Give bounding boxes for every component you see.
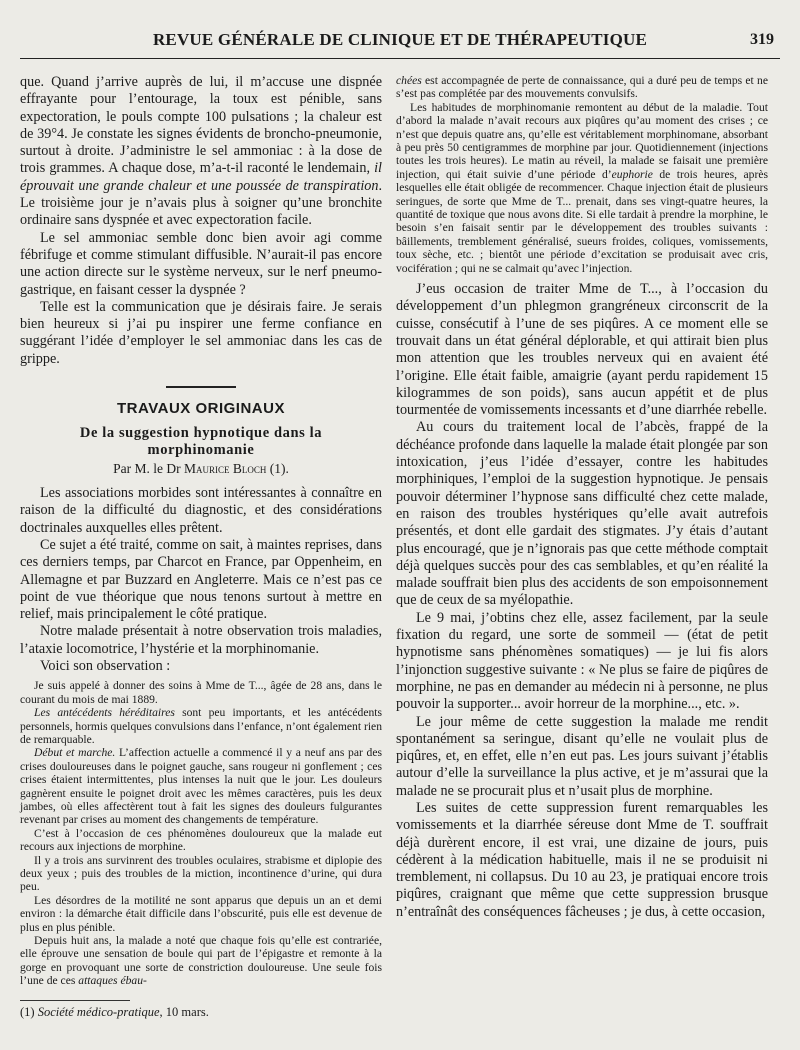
observation-intro: Je suis appelé à donner des soins à Mme de T..., âgée de 28 ans, dans le courant du mois de mai 1889.: [20, 679, 382, 706]
paragraph-bronchopneumonia: que. Quand j’arrive auprès de lui, il m’accuse une dispnée effrayante pour l’entourage, la toux est pénible, sans expectoration, le pouls compte 100 pulsations ; la chaleur est de 39°4. Je constate les signes évidents de broncho-pneumonie, surtout à droite. J’administre le sel ammoniac : à la dose de trois grammes. A chaque dose, m’a-t-il raconté le lendemain, il éprouvait une grande chaleur et une poussée de transpiration. Le troisième jour je n’avais plus à soigner qu’une bronchite ordinaire sans dyspnée et avec expectoration facile.: [20, 74, 382, 229]
observation-debut: Début et marche. L’affection actuelle a commencé il y a neuf ans par des crises douloureuses dans le poignet gauche, sans rougeur ni gonflement ; ces crises étaient intermittentes, plus intenses la nuit que le jour. Les douleurs gagnèrent ensuite le poignet droit avec les mêmes caractères, puis les deux jambes, où elles affectèrent tout à fait les signes des douleurs fulgurantes revenant par crises au moment des changements de température.: [20, 746, 382, 827]
page-number: 319: [750, 31, 774, 48]
paragraph-phlegmon: J’eus occasion de traiter Mme de T..., à l’occasion du développement d’un phlegmon grangréneux circonscrit de la cuisse, consécutif à l’une de ses piqûres. A ce moment elle se trouvait dans un état général déplorable, et qui attirait bien plus mon attention que les troubles nerveux qui en avaient été l’origine. Elle était faible, amaigrie (ayant perdu rapidement 15 kilogrammes de son poids), sans aucun appétit et de plus tourmentée de vomissements incessants et d’une diarrhée rebelle.: [396, 281, 768, 419]
observation-boule: Depuis huit ans, la malade a noté que chaque fois qu’elle est contrariée, elle éprouve une sensation de boule qui part de l’épigastre et remonte à la gorge en provoquant une sorte de constriction douloureuse. Une seule fois l’une de ces attaques ébau-: [20, 934, 382, 988]
article-byline: Par M. le Dr Maurice Bloch (1).: [113, 461, 289, 477]
footnote: (1) Société médico-pratique, 10 mars.: [20, 1005, 209, 1019]
right-column: [396, 74, 768, 921]
paragraph-traitement: Au cours du traitement local de l’abcès, frappé de la déchéance profonde dans laquelle la malade était plongée par son intoxication, j’eus l’idée d’essayer, contre les habitudes morphiniques, l’emploi de la suggestion hypnotique. Je pensais pouvoir déterminer l’hypnose sans difficulté chez cette malade, en raison des troubles hystériques qu’elle avait autrefois présentés, et dont elle gardait des stigmates. J’y étais d’autant plus encouragé, que je n’ignorais pas que cette méthode comptait déjà quelques succès pour des cas semblables, et qu’en réalité la malade souffrait bien plus des accidents de son empoisonnement que de ceux de sa myélopathie.: [396, 419, 768, 609]
observation-antecedents: Les antécédents héréditaires sont peu importants, et les antécédents personnels, hormis quelques convulsions dans l’enfance, n’ont également rien de remarquable.: [20, 706, 382, 746]
observation-motilite: Les désordres de la motilité ne sont apparus que depuis un an et demi environ : la démarche était difficile dans l’obscurité, puis elle est devenue de plus en plus pénible.: [20, 893, 382, 934]
paragraph-sel-ammoniac: Le sel ammoniac semble donc bien avoir agi comme fébrifuge et comme stimulant diffusible. N’aurait-il pas encore une action directe sur le système nerveux, sur le nerf pneumo-gastrique, en faisant cesser la dyspnée ?: [20, 229, 382, 298]
paragraph-9-mai: Le 9 mai, j’obtins chez elle, assez facilement, par la seule fixation du regard, une sorte de sommeil — (état de petit hypnotisme sans phénomènes somatiques) — je lui fis alors l’injonction suggestive suivante : « Ne plus se faire de piqûres de morphine, ne pas en demander au médecin ni à personne, ne plus pouvoir la supporter... avoir horreur de la morphine..., etc. ».: [396, 609, 768, 713]
paragraph-notre-malade: Notre malade présentait à notre observation trois maladies, l’ataxie locomotrice, l’hystérie et la morphinomanie.: [20, 623, 382, 657]
observation-oculaires: Il y a trois ans survinrent des troubles oculaires, strabisme et diplopie des deux yeux ; puis des troubles de la miction, incontinence d’urine, qui dura peu.: [20, 853, 382, 894]
paragraph-voici: Voici son observation :: [40, 658, 171, 675]
footnote-rule: [20, 1000, 130, 1001]
paragraph-jour-meme: Le jour même de cette suggestion la malade me rendit spontanément sa seringue, disant qu’elle ne voulait plus de piqûres, et, en effet, elle n’en eut pas. Les jours suivant j’établis autour d’elle la surveillance la plus active, et je m’assurai que la malade ne se procurait plus et n’usait plus de morphine.: [396, 713, 768, 799]
left-column: [20, 74, 382, 988]
paragraph-sujet: Ce sujet a été traité, comme on sait, à maintes reprises, dans ces derniers temps, par Charcot en France, par Oppenheim, en Allemagne et par Buzzard en Angleterre. Mais ce n’est pas ce point de vue théorique que nous tenons surtout à mettre en relief, mais principalement le côté pratique.: [20, 536, 382, 623]
observation-continued: chées est accompagnée de perte de connaissance, qui a duré peu de temps et ne s’est pas complétée par des mouvements convulsifs.: [396, 74, 768, 101]
observation-habitudes: Les habitudes de morphinomanie remontent au début de la maladie. Tout d’abord la malade n’avait recours aux piqûres qu’au moment des crises ; ce n’est que depuis quatre ans, qu’elle est véritablement morphinomane, absorbant à peu près 50 centigrammes de morphine par jour. Quotidiennement (injections toutes les trois heures). Le matin au réveil, la malade se faisait une première injection, qui était suivie d’une période d’euphorie de trois heures, après lesquelles elle était obligée de recommencer. Chaque injection était de plusieurs seringues, de sorte que Mme de T... prenait, dans ses vingt-quatre heures, la quantité de toxique que nous avons dite. Si elle tardait à prendre la morphine, le besoin s’en faisait sentir par le développement des troubles suivants : bâillements, tremblement généralisé, sueurs froides, coliques, vomissements, toux sèche, etc. ; bientôt une période d’excitation se produisait avec cris, vocifération ; qui ne se calmait qu’avec l’injection.: [396, 100, 768, 275]
paragraph-associations: Les associations morbides sont intéressantes à connaître en raison de la difficulté du diagnostic, et des considérations doctrinales auxquelles elles prêtent.: [20, 485, 382, 536]
article-title: De la suggestion hypnotique dans la morphinomanie: [79, 425, 323, 459]
observation-injections: C’est à l’occasion de ces phénomènes douloureux que la malade eut recours aux injections de morphine.: [20, 826, 382, 854]
section-heading: TRAVAUX ORIGINAUX: [117, 400, 285, 418]
running-header: [20, 28, 780, 59]
journal-title: REVUE GÉNÉRALE DE CLINIQUE ET DE THÉRAPEUTIQUE: [152, 30, 648, 49]
paragraph-communication: Telle est la communication que je désirais faire. Je serais bien heureux si j’ai pu inspirer une ferme confiance en suggérant l’idée d’employer le sel ammoniac dans les cas de grippe.: [20, 298, 382, 367]
paragraph-suites: Les suites de cette suppression furent remarquables les vomissements et la diarrhée séreuse dont Mme de T. souffrait déjà durèrent encore, il est vrai, une dizaine de jours, puis cédèrent à la médication habituelle, mais il ne se produisit ni tremblement, ni collapsus. Du 10 au 23, je pratiquai encore trois piqûres, craignant que même que cette suppression brusque n’entraînât des conséquences fâcheuses ; je dus, à cette occasion,: [396, 800, 768, 920]
section-divider: [166, 386, 236, 388]
